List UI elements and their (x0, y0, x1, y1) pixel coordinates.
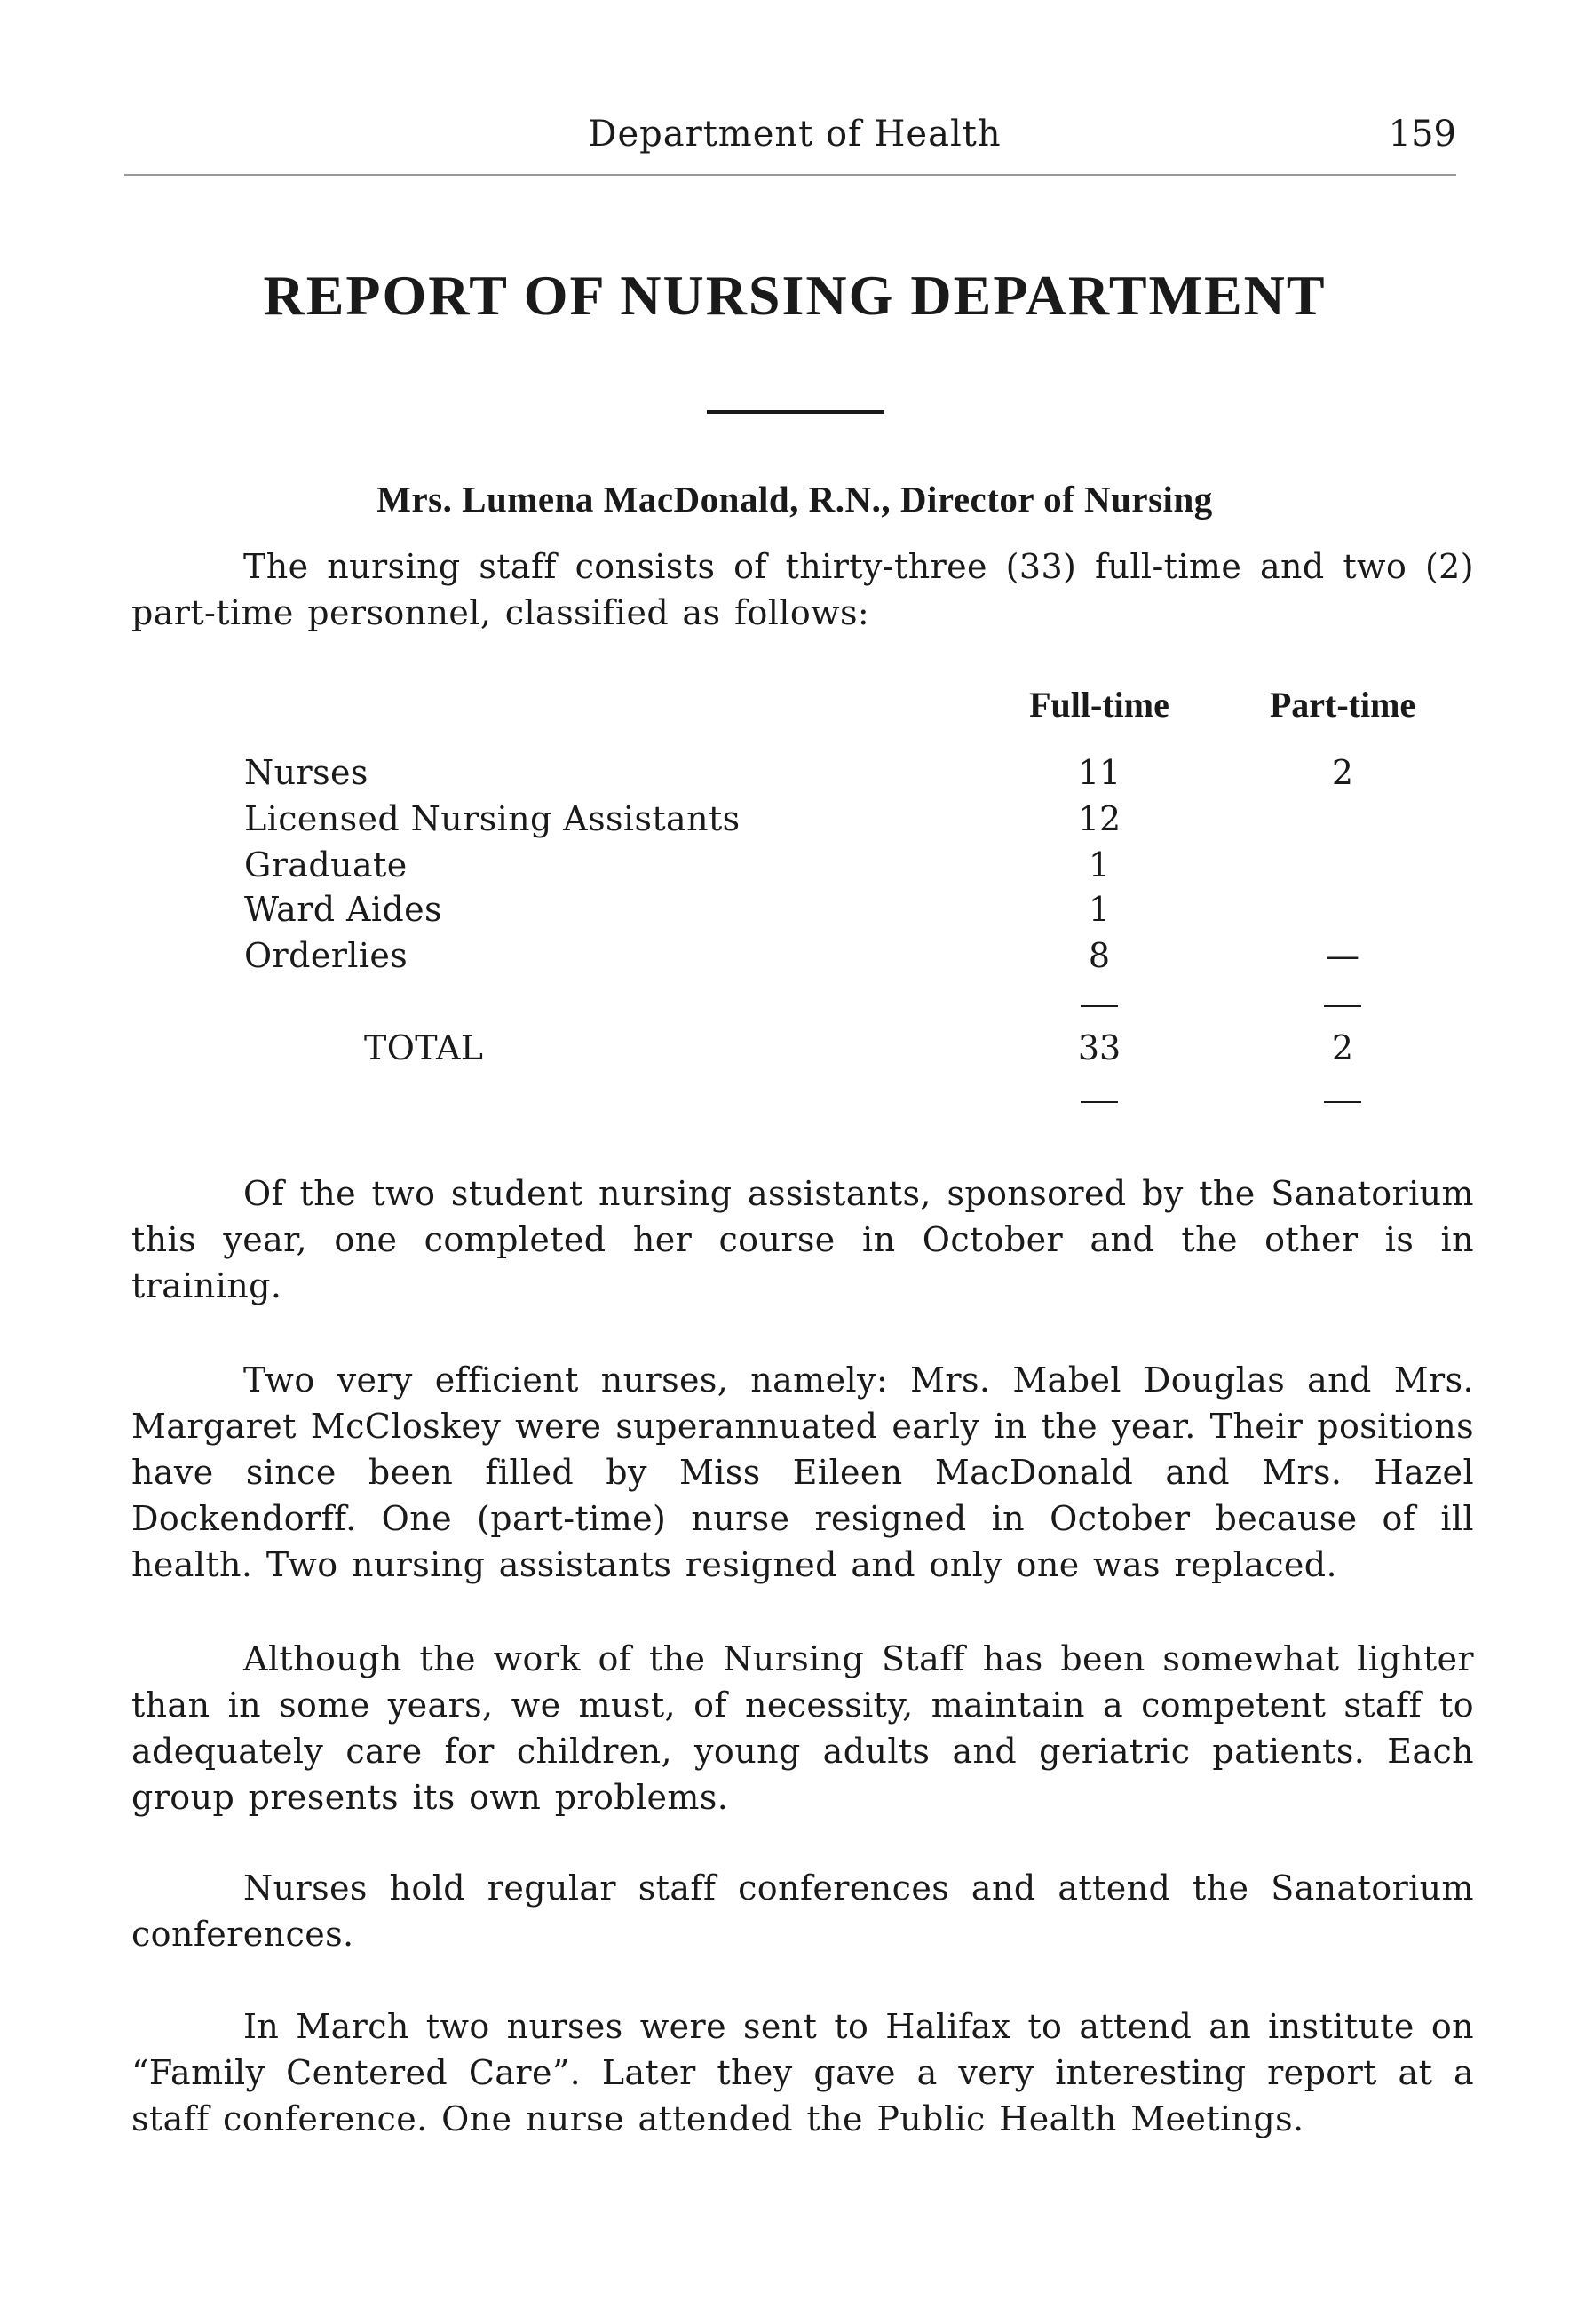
row-category: Nurses (244, 753, 368, 792)
total-part-time: 2 (1331, 1028, 1354, 1067)
table-row (0, 799, 1577, 845)
row-category: Orderlies (244, 936, 408, 975)
row-full-time: 8 (1088, 936, 1111, 975)
report-title: REPORT OF NURSING DEPARTMENT (263, 264, 1327, 327)
row-category: Graduate (244, 845, 408, 884)
header-rule (124, 174, 1456, 176)
sum-rule-part-time (1324, 1005, 1361, 1007)
row-part-time: 2 (1331, 753, 1354, 792)
header-title: Department of Health (588, 114, 1002, 155)
paragraph-workload: Although the work of the Nursing Staff has been somewhat lighter than in some years, we must, of necessity, maintain a competent staff to adequately care for children, young adults and geriatric patients. Each group presents its own problems. (131, 1639, 1474, 1817)
closing-rule-part-time (1324, 1101, 1361, 1103)
total-label: TOTAL (364, 1028, 484, 1067)
row-full-time: 11 (1077, 753, 1121, 792)
column-header-part-time: Part-time (1269, 685, 1416, 725)
row-category: Licensed Nursing Assistants (244, 799, 741, 838)
sum-rule-full-time (1081, 1005, 1118, 1007)
running-header (124, 114, 1465, 158)
paragraph-students: Of the two student nursing assistants, sponsored by the Sanatorium this year, one completed her course in October and the other is in training. (131, 1174, 1474, 1305)
closing-rule-full-time (1081, 1101, 1118, 1103)
row-part-time: — (1326, 936, 1359, 975)
table-row (0, 845, 1577, 892)
row-full-time: 12 (1077, 799, 1121, 838)
paragraph-conferences: Nurses hold regular staff conferences and attend the Sanatorium conferences. (131, 1868, 1474, 1954)
page-number: 159 (1388, 114, 1456, 155)
table-total-row (0, 1028, 1577, 1075)
table-row (0, 936, 1577, 982)
intro-paragraph: The nursing staff consists of thirty-three (33) full-time and two (2) part-time personnel, classified as follows: (131, 547, 1474, 632)
director-line: Mrs. Lumena MacDonald, R.N., Director of Nursing (376, 479, 1213, 520)
total-full-time: 33 (1077, 1028, 1121, 1067)
row-full-time: 1 (1088, 845, 1111, 884)
title-rule (707, 410, 884, 414)
paragraph-halifax: In March two nurses were sent to Halifax to attend an institute on “Family Centered Care”. Later they gave a very interesting report at a staff conference. One nurse attended the Public Health Meetings. (131, 2007, 1474, 2138)
paragraph-staff-changes: Two very efficient nurses, namely: Mrs. Mabel Douglas and Mrs. Margaret McCloskey were superannuated early in the year. Their positions have since been filled by Miss Eileen MacDonald and Mrs. Hazel Dockendorff. One (part-time) nurse resigned in October because of ill health. Two nursing assistants resigned and only one was replaced. (131, 1360, 1474, 1584)
column-header-full-time: Full-time (1029, 685, 1169, 725)
row-full-time: 1 (1088, 890, 1111, 929)
table-row (0, 890, 1577, 936)
row-category: Ward Aides (244, 890, 442, 929)
table-row (0, 753, 1577, 799)
